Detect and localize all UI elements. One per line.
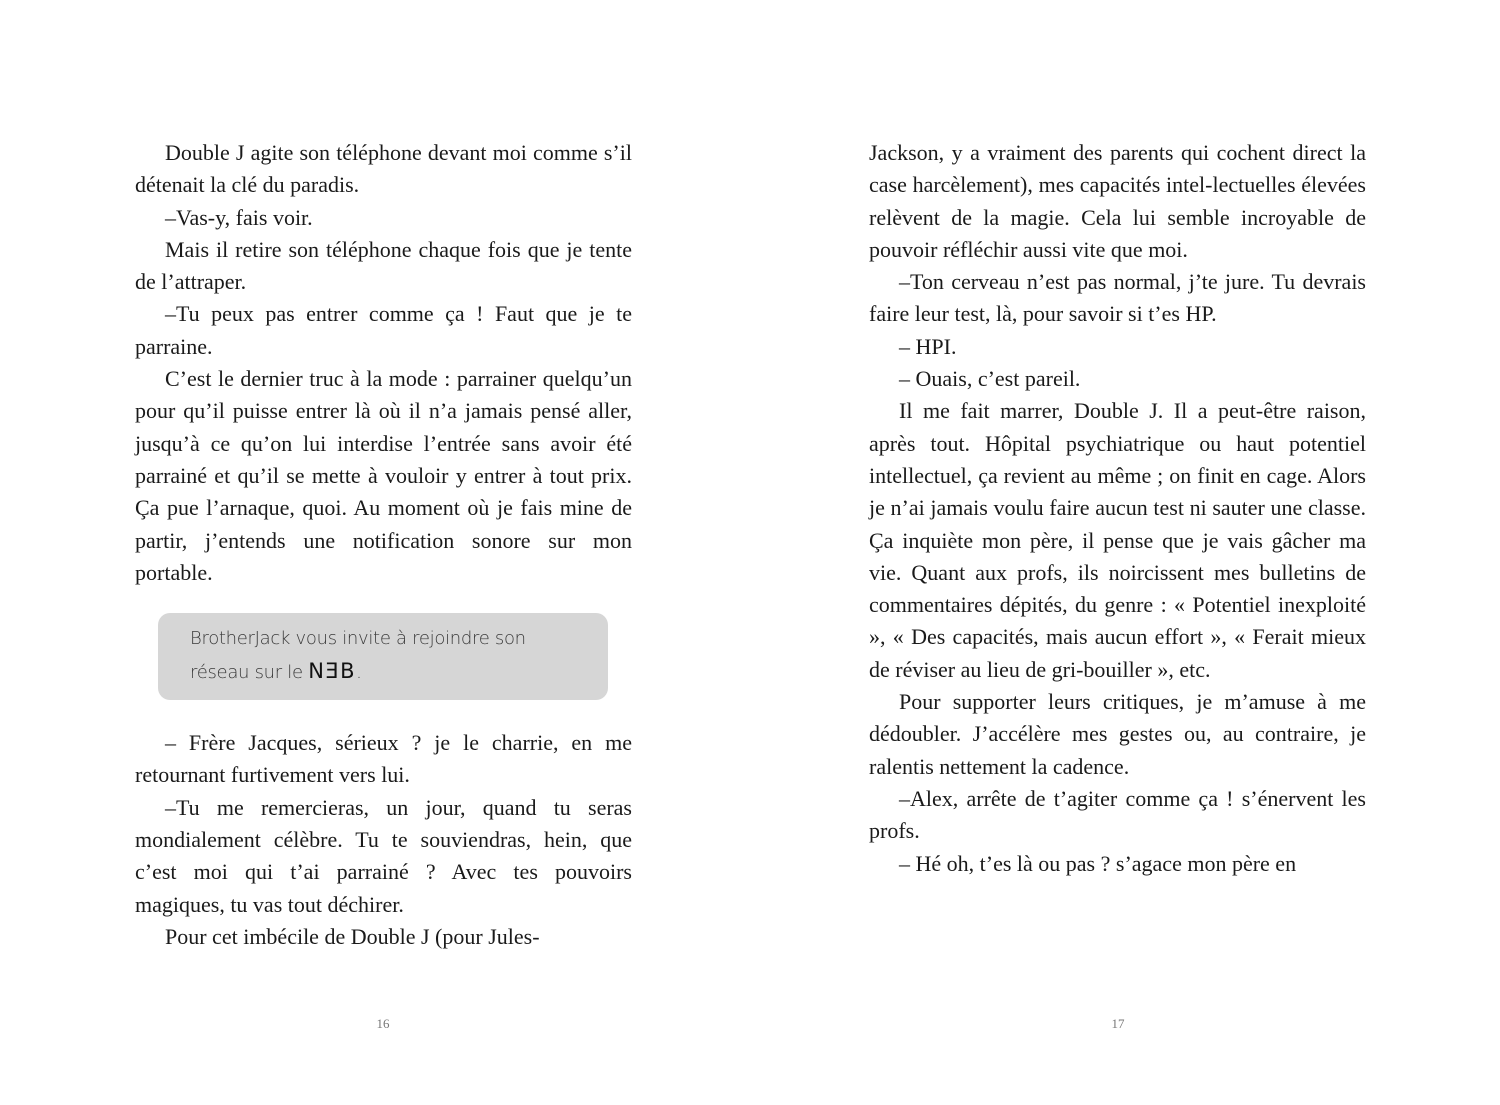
paragraph: Double J agite son téléphone devant moi comme s’il détenait la clé du paradis. [135, 140, 632, 198]
paragraph: Pour cet imbécile de Double J (pour Jules- [165, 923, 540, 949]
paragraph: –Ton cerveau n’est pas normal, j’te jure. Tu devrais faire leur test, là, pour savoir si t’es HP. [869, 269, 1366, 327]
paragraph: –Alex, arrête de t’agiter comme ça ! s’énervent les profs. [869, 785, 1366, 844]
page-number: 16 [376, 1016, 390, 1031]
network-invite-notification [158, 613, 608, 700]
right-page [750, 0, 1500, 1105]
paragraph: C’est le dernier truc à la mode : parrainer quelqu’un pour qu’il puisse entrer là où il n’a jamais pensé aller, jusqu’à ce qu’on lui interdise l’entrée sans avoir été parrainé et qu’il se mette à vouloir y entrer à tout prix. Ça pue l’arnaque, quoi. Au moment où je fais mine de partir, j’entends une notification sonore sur mon portable. [135, 366, 632, 585]
page-number: 17 [1111, 1016, 1125, 1031]
paragraph: –Tu me remercieras, un jour, quand tu seras mondialement célèbre. Tu te souviendras, hein, que c’est moi qui t’ai parrainé ? Avec tes pouvoirs magiques, tu vas tout déchirer. [135, 794, 632, 917]
notification-text-end: . [356, 662, 362, 684]
right-page-text [869, 137, 1366, 880]
paragraph: – HPI. [899, 333, 957, 359]
paragraph: – Ouais, c’est pareil. [899, 366, 1081, 392]
paragraph: –Tu peux pas entrer comme ça ! Faut que je te parraine. [135, 301, 632, 359]
notification-text: BrotherJack vous invite à rejoindre son réseau sur le [190, 628, 526, 684]
left-page-text [135, 137, 632, 953]
paragraph: Mais il retire son téléphone chaque fois que je tente de l’attraper. [135, 236, 632, 295]
paragraph: – Frère Jacques, sérieux ? je le charrie, en me retournant furtivement vers lui. [135, 730, 632, 788]
paragraph: Il me fait marrer, Double J. Il a peut-être raison, après tout. Hôpital psychiatrique ou haut potentiel intellectuel, ça revient au même ; on finit en cage. Alors je n’ai jamais voulu faire aucun test ni sauter une classe. Ça inquiète mon père, il pense que je vais gâcher ma vie. Quant aux profs, ils noircissent mes bulletins de commentaires dépités, du genre : « Potentiel inexploité », « Des capacités, mais aucun effort », « Ferait mieux de réviser au lieu de gri-bouiller », etc. [869, 398, 1366, 682]
network-brand-logo: NƎB [308, 659, 357, 684]
paragraph: Jackson, y a vraiment des parents qui cochent direct la case harcèlement), mes capacités intel-lectuelles élevées relèvent de la magie. Cela lui semble incroyable de pouvoir réfléchir aussi vite que moi. [869, 140, 1366, 262]
paragraph: –Vas-y, fais voir. [165, 204, 313, 230]
paragraph: – Hé oh, t’es là ou pas ? s’agace mon père en [899, 850, 1297, 876]
paragraph: Pour supporter leurs critiques, je m’amuse à me dédoubler. J’accélère mes gestes ou, au contraire, je ralentis nettement la cadence. [869, 689, 1366, 779]
